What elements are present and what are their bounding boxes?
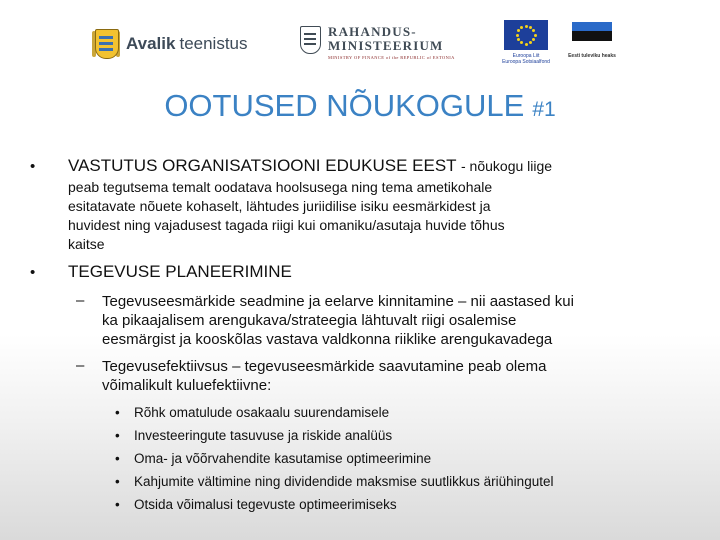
eesti-tuleviku-heaks-logo [566, 20, 618, 68]
section1-body-line: kaitse [68, 236, 105, 252]
subitem2-bullet-list [115, 401, 553, 516]
section1-body-line: esitatavate nõuete kohaselt, lähtudes juriidilise isiku eesmärkidest ja [68, 198, 491, 214]
slide-title-main: OOTUSED NÕUKOGULE [164, 88, 525, 123]
ministry-name-line2: MINISTEERIUM [328, 38, 444, 53]
section2-heading: TEGEVUSE PLANEERIMINE [68, 262, 292, 281]
subitem1-line: eesmärgist ja kooskõlas vastava valdkonna riiklike arengukavadega [102, 331, 553, 348]
eu-star-icon [520, 41, 523, 44]
eu-star-icon [517, 29, 520, 32]
ministry-tagline: MINISTRY OF FINANCE of the REPUBLIC of ESTONIA [328, 55, 455, 60]
section1-heading-line [68, 156, 552, 176]
eu-star-icon [529, 41, 532, 44]
eu-star-icon [525, 43, 528, 46]
eu-star-icon [529, 26, 532, 29]
eu-star-icon [525, 25, 528, 28]
section1-body [68, 178, 505, 254]
eu-star-icon [532, 29, 535, 32]
subitem1-dash: – [76, 292, 85, 309]
subitem1-line: ka pikaajalisem arengukava/strateegia lähtuvalt riigi osalemise [102, 312, 517, 329]
subitem2-dash: – [76, 357, 85, 374]
list-item: • Otsida võimalusi tegevuste optimeerimiseks [115, 497, 397, 512]
eu-star-icon [516, 34, 519, 37]
eu-star-icon [532, 38, 535, 41]
section1-heading: VASTUTUS ORGANISATSIOONI EDUKUSE EEST [68, 156, 457, 175]
rahandusministeerium-logo [298, 24, 455, 64]
section1-bullet: • [30, 158, 36, 175]
section1-body-line: huvidest ning vajadusest tagada riigi kui omaniku/asutaja huvide tõhus [68, 217, 505, 233]
eu-star-icon [520, 26, 523, 29]
et-caption: Eesti tuleviku heaks [568, 53, 616, 59]
slide-title-number: #1 [532, 98, 556, 121]
eu-star-icon [534, 34, 537, 37]
list-item: • Kahjumite vältimine ning dividendide maksmise suutlikkus äriühingutel [115, 474, 554, 489]
eu-flag-icon [504, 20, 548, 50]
eu-star-icon [517, 38, 520, 41]
ministry-crest-icon [298, 26, 322, 58]
ministry-name-line1: RAHANDUS- [328, 24, 417, 39]
subitem2-line: Tegevusefektiivsus – tegevuseesmärkide saavutamine peab olema [102, 358, 547, 375]
eu-fund-caption: Euroopa Sotsiaalfond [502, 59, 550, 65]
estonian-flag-icon [572, 22, 612, 50]
subitem2-text [102, 357, 546, 395]
avalik-teenistus-logo [92, 24, 248, 64]
avalik-teenistus-wordmark: Avalik teenistus [126, 34, 248, 53]
section1-body-line: peab tegutsema temalt oodatava hoolsusega ning tema ametikohale [68, 179, 493, 195]
section2-bullet: • [30, 264, 36, 281]
subitem1-line: Tegevuseesmärkide seadmine ja eelarve kinnitamine – nii aastased kui [102, 293, 574, 310]
subitem2-line: võimalikult kuluefektiivne: [102, 377, 272, 394]
slide-title [0, 88, 720, 124]
section1-heading-suffix: - nõukogu liige [461, 158, 553, 174]
eu-social-fund-logo [502, 20, 550, 68]
list-item: • Investeeringute tasuvuse ja riskide analüüs [115, 428, 393, 443]
estonian-coat-of-arms-icon [92, 27, 120, 61]
list-item: • Oma- ja võõrvahendite kasutamise optimeerimine [115, 451, 432, 466]
list-item: • Rõhk omatulude osakaalu suurendamisele [115, 405, 390, 420]
subitem1-text [102, 292, 574, 349]
eu-caption: Euroopa Liit [512, 53, 540, 59]
